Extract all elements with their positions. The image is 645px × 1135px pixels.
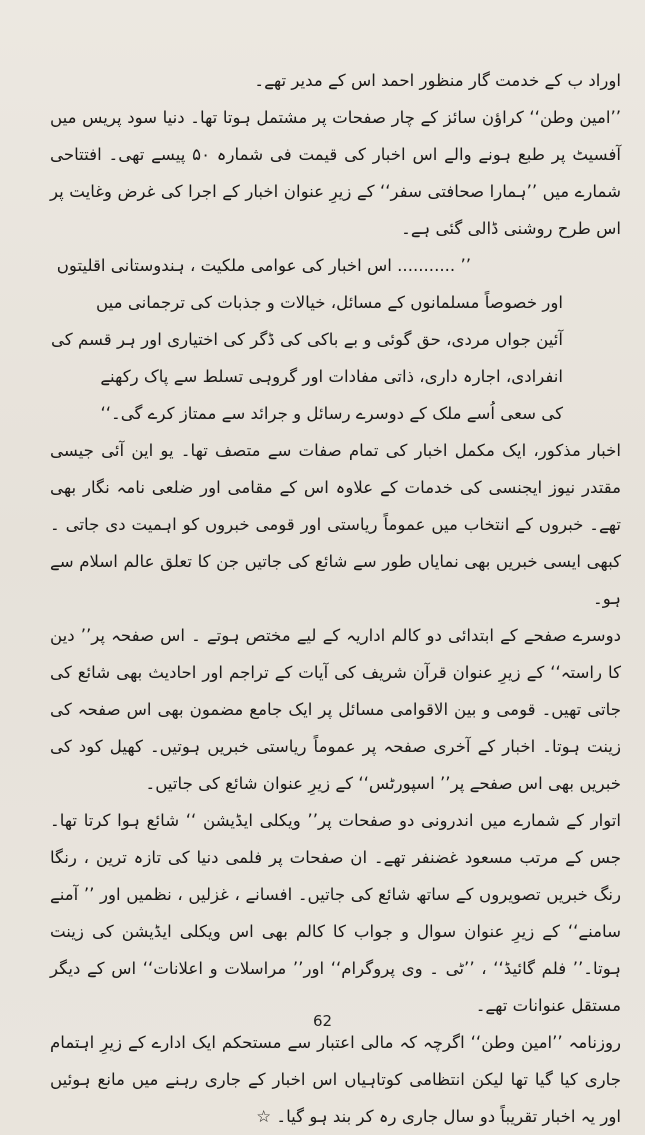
paragraph-second-page: دوسرے صفحے کے ابتدائی دو کالم اداریہ کے لیے مختص ہوتے ۔ اس صفحہ پر’’ دین کا راستہ‘‘ کے زیرِ عنوان قرآن شریف کی آیات کے تراجم اور احادیث بھی شائع کی جاتی تھیں۔ قومی و بین الاقوامی مسائل پر ایک جامع مضمون بھی اس صفحہ کی زینت ہوتا۔ اخبار کے آخری صفحہ پر عموماً ریاستی خبریں ہوتیں۔ کھیل کود کی خبریں بھی اس صفحے پر’’ اسپورٹس‘‘ کے زیرِ عنوان شائع کی جاتیں۔ bbox=[50, 626, 621, 793]
page-number: 62 bbox=[312, 1012, 333, 1030]
paragraph-closing: روزنامہ ’’امین وطن‘‘ اگرچہ کہ مالی اعتبار سے مستحکم ایک ادارے کے زیرِ اہتمام جاری کیا گیا تھا لیکن انتظامی کوتاہیاں اس اخبار کے جاری رہنے میں مانع ہوئیں اور یہ اخبار تقریباً دو سال جاری رہ کر بند ہو گیا۔ ☆ bbox=[50, 1033, 621, 1126]
quote-line-2: اور خصوصاً مسلمانوں کے مسائل، خیالات و جذبات کی ترجمانی میں bbox=[96, 293, 563, 312]
paragraph-editor: اوراد ب کے خدمت گار منظور احمد اس کے مدیر تھے۔ bbox=[254, 71, 621, 90]
quote-line-5: کی سعی اُسے ملک کے دوسرے رسائل و جرائد سے ممتاز کرے گی۔‘‘ bbox=[100, 404, 563, 423]
page-body bbox=[50, 62, 621, 1135]
quote-line-1: ’’ ........... اس اخبار کی عوامی ملکیت ، ہندوستانی اقلیتوں bbox=[56, 256, 471, 275]
quote-line-4: انفرادی، اجارہ داری، ذاتی مفادات اور گروہی تسلط سے پاک رکھنے bbox=[100, 367, 563, 386]
paragraph-features: اخبار مذکور، ایک مکمل اخبار کی تمام صفات سے متصف تھا۔ یو این آئی جیسی مقتدر نیوز ایجنسی کی خدمات کے علاوہ اس کے مقامی اور ضلعی نامہ نگار بھی تھے۔ خبروں کے انتخاب میں عموماً ریاستی اور قومی خبروں کو اہمیت دی جاتی ۔ کبھی ایسی خبریں بھی نمایاں طور سے شائع کی جاتیں جن کا تعلق عالم اسلام سے ہو۔ bbox=[50, 441, 621, 608]
paragraph-intro: ’’امین وطن‘‘ کراؤن سائز کے چار صفحات پر مشتمل ہوتا تھا۔ دنیا سود پریس میں آفسیٹ پر طبع ہونے والے اس اخبار کی قیمت فی شمارہ ۵۰ پیسے تھی۔ افتتاحی شمارے میں ’’ہمارا صحافتی سفر‘‘ کے زیرِ عنوان اخبار کے اجرا کی غرض وغایت پر اس طرح روشنی ڈالی گئی ہے۔ bbox=[50, 108, 621, 238]
paragraph-weekly-edition: اتوار کے شمارے میں اندرونی دو صفحات پر’’ ویکلی ایڈیشن ‘‘ شائع ہوا کرتا تھا۔ جس کے مرتب مسعود غضنفر تھے۔ ان صفحات پر فلمی دنیا کی تازہ ترین ، رنگا رنگ خبریں تصویروں کے ساتھ شائع کی جاتیں۔ افسانے ، غزلیں ، نظمیں اور ’’ آمنے سامنے‘‘ کے زیرِ عنوان سوال و جواب کا کالم بھی اس ویکلی ایڈیشن کی زینت ہوتا۔’’ فلم گائیڈ‘‘ ، ’’ٹی ۔ وی پروگرام‘‘ اور’’ مراسلات و اعلانات‘‘ اس کے دیگر مستقل عنوانات تھے۔ bbox=[50, 811, 621, 1015]
quote-line-3: آئین جواں مردی، حق گوئی و بے باکی کی ڈگر کی اختیاری اور ہر قسم کی bbox=[50, 330, 563, 349]
